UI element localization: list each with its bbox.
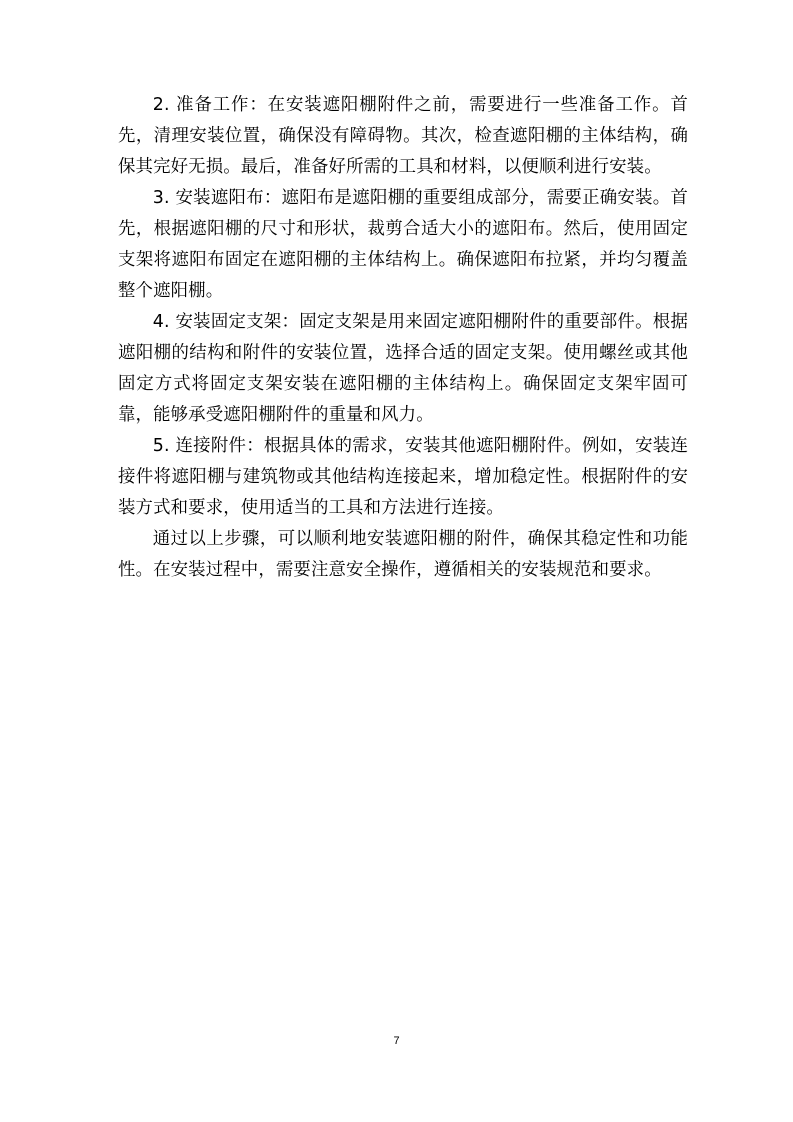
paragraph-conclusion: 通过以上步骤，可以顺利地安装遮阳棚的附件，确保其稳定性和功能性。在安装过程中，需要注意安全操作，遵循相关的安装规范和要求。 [118, 529, 688, 580]
paragraph-step-4-brackets: 4. 安装固定支架：固定支架是用来固定遮阳棚附件的重要部件。根据遮阳棚的结构和附件的安装位置，选择合适的固定支架。使用螺丝或其他固定方式将固定支架安装在遮阳棚的主体结构上。确保固定支架牢固可靠，能够承受遮阳棚附件的重量和风力。 [118, 312, 688, 425]
paragraph-step-2-preparation: 2. 准备工作：在安装遮阳棚附件之前，需要进行一些准备工作。首先，清理安装位置，确保没有障碍物。其次，检查遮阳棚的主体结构，确保其完好无损。最后，准备好所需的工具和材料，以便顺利进行安装。 [118, 95, 688, 177]
paragraph-step-5-accessories: 5. 连接附件：根据具体的需求，安装其他遮阳棚附件。例如，安装连接件将遮阳棚与建筑物或其他结构连接起来，增加稳定性。根据附件的安装方式和要求，使用适当的工具和方法进行连接。 [118, 436, 688, 518]
page-number: 7 [393, 1035, 400, 1047]
document-body [118, 90, 688, 586]
paragraph-step-3-shade-cloth: 3. 安装遮阳布：遮阳布是遮阳棚的重要组成部分，需要正确安装。首先，根据遮阳棚的尺寸和形状，裁剪合适大小的遮阳布。然后，使用固定支架将遮阳布固定在遮阳棚的主体结构上。确保遮阳布拉紧，并均匀覆盖整个遮阳棚。 [118, 188, 688, 301]
